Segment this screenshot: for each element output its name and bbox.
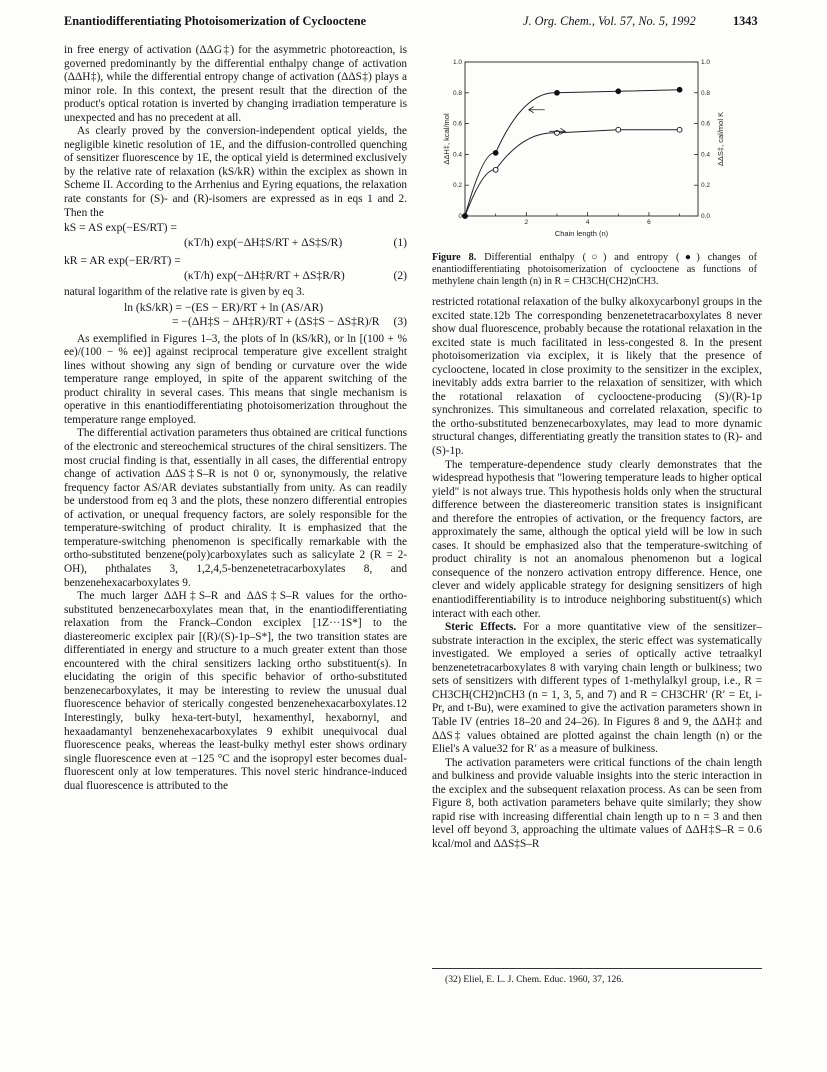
paragraph: natural logarithm of the relative rate is given by eq 3. bbox=[64, 286, 305, 299]
paragraph: in free energy of activation (ΔΔG‡) for the asymmetric photoreaction, is governed predominantly by the differential enthalpy change of activation (ΔΔH‡), while the differential entropy change of activation (ΔΔS‡) plays a minor role. In this context, the present result that the direction of the product's optical rotation is inverted by changing irradiation temperature is unexpected and has no precedent at all. bbox=[64, 44, 407, 124]
left-tick-label: 0.4 bbox=[452, 151, 462, 159]
left-tick-label: 0.6 bbox=[452, 120, 462, 128]
series-line bbox=[465, 130, 680, 216]
paragraph: Steric Effects. For a more quantitative view of the sensitizer–substrate interaction in the exciplex, the steric effect was systematically investigated. We employed a series of optically active tetraalkyl benzenetetracarboxylates 8 with varying chain length or bulkiness; two sets of sensitizers with different types of 1-methylalkyl group, i.e., R = CH3CH(CH2)nCH3 (n = 1, 3, 5, and 7) and R = CH3CHR′ (R′ = Et, i-Pr, and t-Bu), were examined to give the activation parameters shown in Table IV (entries 18–20 and 24–26). In Figures 8 and 9, the ΔΔH‡ and ΔΔS‡ values obtained are plotted against the chain length (n) or the Eliel's A value32 for R′ as a measure of bulkiness. bbox=[432, 621, 763, 756]
footnote-rule bbox=[432, 968, 762, 969]
plot-frame bbox=[465, 62, 698, 216]
enthalpy-point bbox=[677, 127, 682, 132]
right-tick-label: 0.8 bbox=[701, 89, 711, 97]
entropy-point bbox=[677, 87, 682, 92]
right-column bbox=[432, 296, 762, 851]
enthalpy-point bbox=[493, 167, 498, 172]
left-tick-label: 0.2 bbox=[452, 182, 462, 190]
paragraph: restricted rotational relaxation of the bulky alkoxycarbonyl groups in the excited state.12b The corresponding benzenetetracarboxylates 8 never show dual fluorescence, probably because the rotational relaxation in the excited state is much facilitated in less-congested 8. In the present photoisomerization via exciplex, it is likely that the presence of cyclooctene, located in close proximity to the sensitizer in the exciplex, inevitably adds extra barrier to the relaxation of sensitizer, with which the rotational relaxation of cyclooctene-producing (S)/(R)-1p synchronizes. This simultaneous and correlated relaxation, specific to the ortho-substituted benzenecarboxylates, may lead to more dynamic structural changes, differentiating greatly the transition states to (R)- and (S)-1p. bbox=[432, 296, 762, 458]
x-axis-label: Chain length (n) bbox=[554, 229, 609, 238]
x-tick-label: 2 bbox=[524, 219, 529, 226]
figure-8-chart bbox=[440, 52, 740, 277]
figure-caption: Figure 8. Differential enthalpy (○) and entropy (●) changes of enantiodifferentiating photoisomerization of cyclooctene as functions of methylene chain length (n) in R = CH3CH(CH2)nCH3. bbox=[432, 252, 757, 287]
page-number: 1343 bbox=[733, 14, 758, 28]
entropy-point bbox=[463, 214, 468, 219]
footnote: (32) Eliel, E. L. J. Chem. Educ. 1960, 37, 126. bbox=[445, 974, 624, 985]
entropy-point bbox=[616, 89, 621, 94]
journal-citation: J. Org. Chem., Vol. 57, No. 5, 1992 bbox=[523, 14, 696, 28]
equation-1: kS = AS exp(−ES/RT) = (κT/h) exp(−ΔH‡S/RT + ΔS‡S/R) (1) bbox=[64, 221, 407, 249]
left-column bbox=[64, 44, 407, 793]
left-tick-label: 1.0 bbox=[452, 59, 462, 66]
paragraph: The temperature-dependence study clearly demonstrates that the widespread hypothesis that "lowering temperature leads to higher optical yield" is not always true. This hypothesis holds only when the structural difference between the diastereomeric transition states is insignificant and therefore the entropies of activation, or the frequency factors, are approximately the same, although the optical yield will be low in such cases. It should be emphasized also that the temperature-switching of product chirality is not an anomalous phenomenon but a logical consequence of the nonzero activation entropy difference. Hence, one clever and widely applicable strategy for designing sensitizers of high enantiodifferentiability is to introduce neighboring substituent(s) which interact with each other. bbox=[432, 458, 762, 620]
equation-2: kR = AR exp(−ER/RT) = (κT/h) exp(−ΔH‡R/RT + ΔS‡R/R) (2) bbox=[64, 254, 407, 282]
right-tick-label: 0.6 bbox=[701, 120, 711, 128]
paragraph: The much larger ΔΔH‡S–R and ΔΔS‡S–R values for the ortho-substituted benzenecarboxylates mean that, in the enantiodifferentiating relaxation from the Franck–Condon exciplex [1Z···1S*] to the diastereomeric exciplex pair [(R)/(S)-1p–S*], the two transition states are differentiated in energy and structure to a much greater extent than those encountered with the chiral sensitizers lacking ortho substituent(s). In elucidating the origin of this specific behavior of ortho-substituted benzenecarboxylates, it may be interesting to review the unusual dual fluorescence behavior of sterically congested benzenehexacarboxylates.12 Interestingly, bulky hexa-tert-butyl, hexamenthyl, hexabornyl, and hexaadamantyl benzenehexacarboxylates 9 exhibit unequivocal dual fluorescence peaks, whereas the least-bulky methyl ester shows ordinary single fluorescence even at −125 °C and the isopropyl ester becomes dual-fluorescent only at low temperatures. This novel steric hindrance-induced dual fluorescence is attributed to the bbox=[64, 590, 407, 792]
paragraph: The activation parameters were critical functions of the chain length and bulkiness and provide valuable insights into the steric interaction in the exciplex and the subsequent relaxation process. As can be seen from Figure 8, both activation parameters behave quite similarly; they show rapid rise with increasing differential chain length up to n = 3 and then level off beyond 3, approaching the ultimate values of ΔΔH‡S–R = 0.6 kcal/mol and ΔΔS‡S–R bbox=[432, 756, 762, 850]
right-tick-label: 0.4 bbox=[701, 151, 711, 159]
entropy-point bbox=[555, 90, 560, 95]
paragraph: As exemplified in Figures 1–3, the plots of ln (kS/kR), or ln [(100 + % ee)/(100 − % ee)] against reciprocal temperature give excellent straight lines without showing any sign of bending or curvature over the wide temperature range employed, in spite of the apparent switching of the product chirality in several cases. This means that single mechanism is operative in this enantiodifferentiating photoisomerization throughout the temperature range employed. bbox=[64, 332, 407, 426]
arrow-to-left-axis bbox=[529, 107, 545, 113]
x-tick-label: 6 bbox=[647, 219, 651, 226]
figure-8 bbox=[440, 52, 740, 277]
section-heading: Steric Effects. bbox=[445, 621, 517, 634]
y-axis-label: ΔΔH‡, kcal/mol bbox=[442, 113, 451, 165]
paragraph: The differential activation parameters thus obtained are critical functions of the electronic and stereochemical structures of the chiral sensitizers. The most crucial finding is that, essentially in all cases, the differential entropy change of activation ΔΔS‡S–R is not 0 or, synonymously, the relative frequency factor AS/AR deviates substantially from unity. As can readily be understood from eq 3 and the plots, these nonzero differential entropies of activation, or unequal frequency factors, are solely responsible for the temperature-switching of product chirality. It is emphasized that the temperature-switching phenomenon is specifically remarkable with the ortho-substituted benzene(poly)carboxylates such as salicylate 2 (R = 2-OH), phthalates 3, 1,2,4,5-benzenetetracarboxylates 8, and benzenehexacarboxylates 9. bbox=[64, 427, 407, 589]
left-tick-label: 0 bbox=[458, 213, 462, 220]
right-tick-label: 0.0 bbox=[701, 213, 711, 220]
paragraph: As clearly proved by the conversion-independent optical yields, the negligible kinetic resolution of 1E, and the diffusion-controlled quenching of sensitizer fluorescence by 1E, the optical yield is determined exclusively by the relative rate of relaxation (kS/kR) within the exciplex as shown in Scheme II. According to the Arrhenius and Eyring equations, the relaxation rate constants for (S)- and (R)-isomers are expressed as in eqs 1 and 2. Then the bbox=[64, 125, 407, 219]
right-tick-label: 1.0 bbox=[701, 59, 711, 66]
entropy-point bbox=[493, 150, 498, 155]
running-title: Enantiodifferentiating Photoisomerization of Cyclooctene bbox=[64, 14, 367, 28]
equation-3: ln (kS/kR) = −(ES − ER)/RT + ln (AS/AR) = −(ΔH‡S − ΔH‡R)/RT + (ΔS‡S − ΔS‡R)/R (3) bbox=[124, 300, 407, 329]
right-tick-label: 0.2 bbox=[701, 182, 711, 190]
y2-axis-label: ΔΔS‡, cal/mol K bbox=[716, 111, 725, 167]
enthalpy-point bbox=[616, 127, 621, 132]
left-tick-label: 0.8 bbox=[452, 89, 462, 97]
x-tick-label: 4 bbox=[585, 219, 590, 226]
